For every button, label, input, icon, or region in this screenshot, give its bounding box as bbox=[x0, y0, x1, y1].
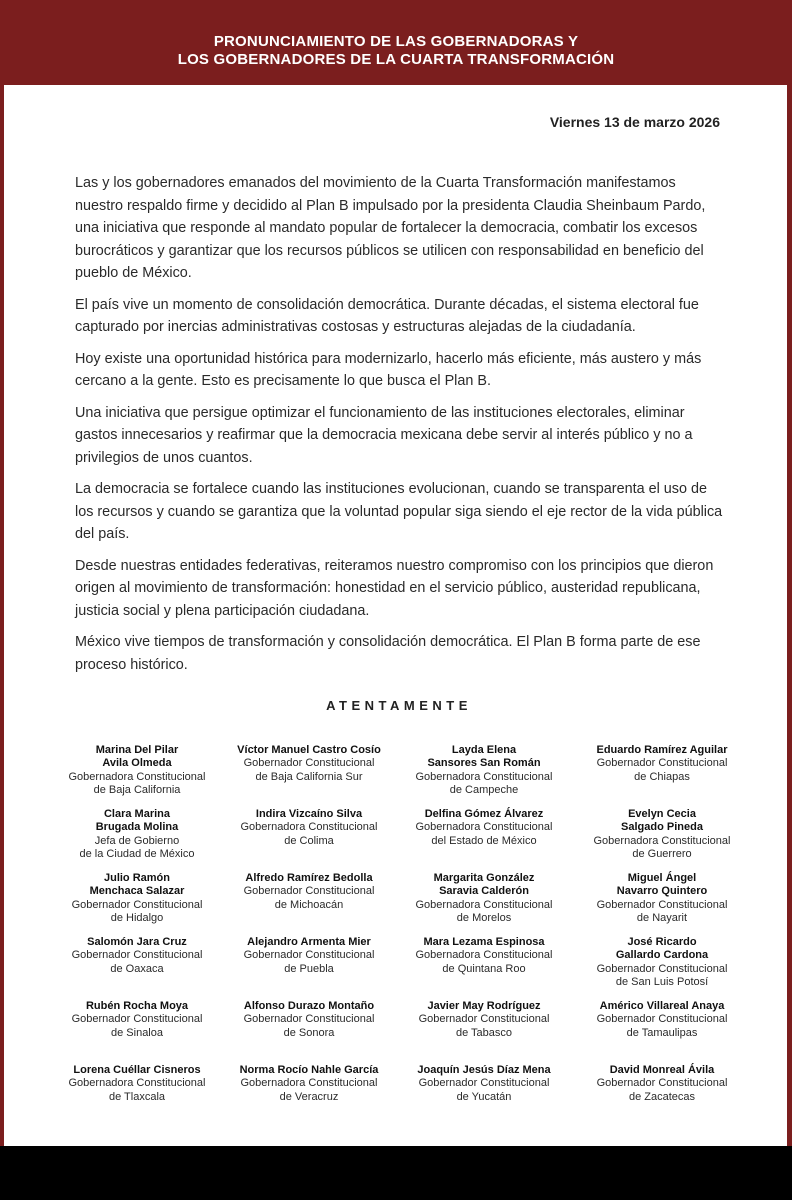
signatory-title: Gobernador Constitucional bbox=[596, 1077, 728, 1090]
signatory-title: de Quintana Roo bbox=[442, 962, 526, 975]
signatory-name: Sansores San Román bbox=[427, 757, 541, 770]
signatory-name: Marina Del Pilar bbox=[95, 744, 179, 756]
signatory-title: Gobernador Constitucional bbox=[243, 757, 375, 770]
signatory-title: de Oaxaca bbox=[110, 962, 164, 975]
signatory-title: del Estado de México bbox=[431, 834, 537, 847]
signatory-title: de Guerrero bbox=[632, 847, 692, 860]
signatory-title: Gobernador Constitucional bbox=[418, 1077, 550, 1090]
signatory-title: Gobernador Constitucional bbox=[596, 962, 728, 975]
signatory-block bbox=[222, 1064, 396, 1128]
signatory-name: Joaquín Jesús Díaz Mena bbox=[417, 1064, 551, 1076]
paragraph: Hoy existe una oportunidad histórica para modernizarlo, hacerlo más eficiente, más austero y más cercano a la gente. Esto es precisamente lo que busca el Plan B. bbox=[75, 350, 702, 389]
signatory-title: de Colima bbox=[284, 834, 334, 847]
signatory-title: Gobernador Constitucional bbox=[418, 1013, 550, 1026]
signatory-name: Víctor Manuel Castro Cosío bbox=[237, 744, 381, 756]
signatory-name: David Monreal Ávila bbox=[609, 1064, 715, 1076]
document-date: Viernes 13 de marzo 2026 bbox=[549, 114, 720, 130]
signatory-name: Javier May Rodríguez bbox=[427, 1000, 541, 1012]
signatory-title: de Zacatecas bbox=[628, 1090, 696, 1103]
signatory-name: José Ricardo bbox=[627, 936, 697, 948]
signatories-grid bbox=[52, 744, 752, 1128]
signatory-block bbox=[222, 744, 396, 808]
title-line-2: LOS GOBERNADORES DE LA CUARTA TRANSFORMACIÓN bbox=[177, 51, 615, 68]
paragraph: Desde nuestras entidades federativas, reiteramos nuestro compromiso con los principios que dieron origen al movimiento de transformación: honestidad en el servicio público, austeridad republicana, justicia social y plena participación ciudadana. bbox=[75, 557, 714, 619]
signatory-title: de Sinaloa bbox=[111, 1026, 163, 1039]
signatory-title: de Morelos bbox=[456, 911, 512, 924]
signatory-title: Gobernador Constitucional bbox=[243, 949, 375, 962]
signatory-title: Gobernadora Constitucional bbox=[68, 1077, 206, 1090]
signatory-title: Gobernadora Constitucional bbox=[415, 949, 553, 962]
signatory-name: Alfonso Durazo Montaño bbox=[243, 1000, 375, 1012]
signatory-block bbox=[222, 1000, 396, 1064]
document-body bbox=[75, 172, 725, 685]
signatory-block bbox=[52, 808, 222, 872]
signatory-name: Julio Ramón bbox=[103, 872, 170, 884]
signatory-name: Gallardo Cardona bbox=[615, 949, 709, 962]
signatory-block bbox=[396, 1000, 572, 1064]
signatory-title: de Tlaxcala bbox=[108, 1090, 166, 1103]
signatory-title: Gobernador Constitucional bbox=[71, 1013, 203, 1026]
signatory-title: Gobernadora Constitucional bbox=[68, 770, 206, 783]
signatory-title: Gobernadora Constitucional bbox=[593, 834, 731, 847]
signatory-name: Américo Villareal Anaya bbox=[599, 1000, 725, 1012]
closing-heading: ATENTAMENTE bbox=[326, 698, 472, 713]
signatory-title: Gobernador Constitucional bbox=[243, 1013, 375, 1026]
signatory-name: Layda Elena bbox=[451, 744, 517, 756]
paragraph: Una iniciativa que persigue optimizar el funcionamiento de las instituciones electorales, eliminar gastos innecesarios y reafirmar que la democracia mexicana debe servir al interés público y no a privilegios de unos cuantos. bbox=[75, 404, 693, 466]
paragraph: El país vive un momento de consolidación democrática. Durante décadas, el sistema electoral fue capturado por inercias administrativas costosas y estructuras alejadas de la ciudadanía. bbox=[75, 296, 699, 335]
signatory-name: Salgado Pineda bbox=[621, 821, 703, 834]
signatory-title: de Nayarit bbox=[636, 911, 688, 924]
signatory-title: de Michoacán bbox=[274, 898, 344, 911]
signatory-title: Jefa de Gobierno bbox=[94, 834, 180, 847]
signatory-block bbox=[572, 872, 752, 936]
signatory-title: Gobernadora Constitucional bbox=[415, 821, 553, 834]
signatory-title: de Tamaulipas bbox=[626, 1026, 698, 1039]
signatory-block bbox=[396, 872, 572, 936]
signatory-title: de San Luis Potosí bbox=[615, 975, 709, 988]
signatory-name: Avila Olmeda bbox=[102, 757, 172, 770]
document-title bbox=[0, 33, 792, 69]
signatory-title: de la Ciudad de México bbox=[79, 847, 195, 860]
signatory-name: Clara Marina bbox=[103, 808, 171, 820]
signatory-title: de Campeche bbox=[449, 783, 519, 796]
signatory-block bbox=[572, 1000, 752, 1064]
title-line-1: PRONUNCIAMIENTO DE LAS GOBERNADORAS Y bbox=[213, 33, 579, 50]
signatory-block bbox=[52, 872, 222, 936]
signatory-block bbox=[572, 808, 752, 872]
right-border bbox=[787, 0, 792, 1146]
signatory-block bbox=[572, 1064, 752, 1128]
paragraph: México vive tiempos de transformación y consolidación democrática. El Plan B forma parte de ese proceso histórico. bbox=[75, 634, 701, 673]
signatory-block bbox=[396, 1064, 572, 1128]
signatory-title: Gobernador Constitucional bbox=[243, 885, 375, 898]
signatory-title: de Puebla bbox=[284, 962, 334, 975]
signatory-title: Gobernadora Constitucional bbox=[240, 821, 378, 834]
signatory-block bbox=[396, 808, 572, 872]
signatory-block bbox=[396, 744, 572, 808]
signatory-title: Gobernador Constitucional bbox=[596, 1013, 728, 1026]
signatory-name: Mara Lezama Espinosa bbox=[423, 936, 545, 948]
signatory-title: Gobernador Constitucional bbox=[596, 757, 728, 770]
signatory-name: Alejandro Armenta Mier bbox=[247, 936, 371, 948]
signatory-title: de Sonora bbox=[283, 1026, 335, 1039]
signatory-name: Alfredo Ramírez Bedolla bbox=[245, 872, 373, 884]
signatory-name: Navarro Quintero bbox=[616, 885, 708, 898]
signatory-block bbox=[222, 808, 396, 872]
signatory-name: Salomón Jara Cruz bbox=[87, 936, 187, 948]
paragraph: Las y los gobernadores emanados del movimiento de la Cuarta Transformación manifestamos nuestro respaldo firme y decidido al Plan B impulsado por la presidenta Claudia Sheinbaum Pardo, una iniciativa que responde al mandato popular de fortalecer la democracia, combatir los excesos burocráticos y garantizar que los recursos públicos se utilicen con responsabilidad en beneficio del pueblo de México. bbox=[75, 175, 706, 281]
paragraph: La democracia se fortalece cuando las instituciones evolucionan, cuando se transparenta el uso de los recursos y cuando se garantiza que la voluntad popular siga siendo el eje rector de la vida pública del país. bbox=[75, 481, 723, 542]
signatory-title: Gobernador Constitucional bbox=[71, 898, 203, 911]
signatory-block bbox=[572, 936, 752, 1000]
signatory-name: Evelyn Cecia bbox=[628, 808, 696, 820]
signatory-title: de Chiapas bbox=[634, 770, 690, 783]
signatory-block bbox=[52, 1064, 222, 1128]
signatory-name: Margarita González bbox=[433, 872, 535, 884]
signatory-block bbox=[222, 936, 396, 1000]
signatory-name: Rubén Rocha Moya bbox=[85, 1000, 189, 1012]
left-border bbox=[0, 0, 4, 1146]
signatory-name: Brugada Molina bbox=[95, 821, 179, 834]
signatory-name: Miguel Ángel bbox=[627, 872, 697, 884]
signatory-name: Saravia Calderón bbox=[439, 885, 529, 898]
signatory-title: de Yucatán bbox=[456, 1090, 512, 1103]
signatory-title: de Baja California Sur bbox=[255, 770, 363, 783]
signatory-name: Norma Rocío Nahle García bbox=[239, 1064, 379, 1076]
signatory-title: de Tabasco bbox=[455, 1026, 513, 1039]
signatory-title: Gobernador Constitucional bbox=[596, 898, 728, 911]
signatory-title: de Veracruz bbox=[279, 1090, 339, 1103]
signatory-title: Gobernadora Constitucional bbox=[415, 898, 553, 911]
signatory-block bbox=[52, 744, 222, 808]
signatory-name: Menchaca Salazar bbox=[89, 885, 185, 898]
signatory-block bbox=[52, 1000, 222, 1064]
signatory-block bbox=[52, 936, 222, 1000]
signatory-name: Delfina Gómez Álvarez bbox=[424, 808, 544, 820]
signatory-title: Gobernadora Constitucional bbox=[415, 770, 553, 783]
signatory-name: Indira Vizcaíno Silva bbox=[255, 808, 363, 820]
signatory-name: Eduardo Ramírez Aguilar bbox=[596, 744, 728, 756]
signatory-title: de Hidalgo bbox=[110, 911, 164, 924]
signatory-title: Gobernador Constitucional bbox=[71, 949, 203, 962]
signatory-name: Lorena Cuéllar Cisneros bbox=[73, 1064, 201, 1076]
signatory-title: Gobernadora Constitucional bbox=[240, 1077, 378, 1090]
signatory-block bbox=[396, 936, 572, 1000]
signatory-block bbox=[222, 872, 396, 936]
signatory-block bbox=[572, 744, 752, 808]
signatory-title: de Baja California bbox=[93, 783, 181, 796]
